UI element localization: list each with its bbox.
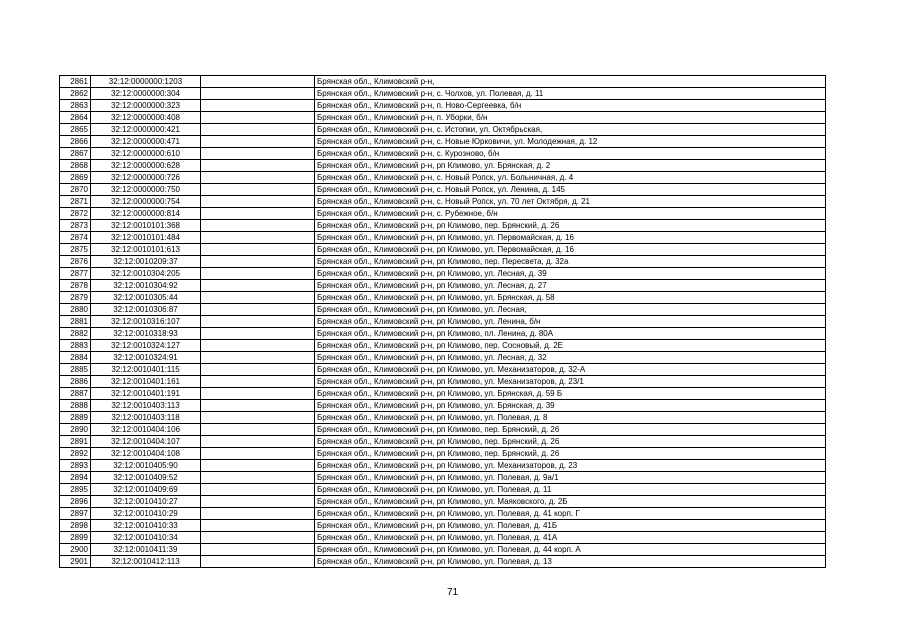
address-cell: Брянская обл., Климовский р-н, рп Климово, ул. Брянская, д. 39 xyxy=(315,400,826,412)
address-cell: Брянская обл., Климовский р-н, xyxy=(315,76,826,88)
table-row xyxy=(60,496,826,508)
empty-cell xyxy=(201,388,315,400)
table-row xyxy=(60,532,826,544)
row-number-cell: 2864 xyxy=(60,112,91,124)
cadastral-number-cell: 32:12:0010101:484 xyxy=(91,232,201,244)
table-row xyxy=(60,376,826,388)
table-row xyxy=(60,136,826,148)
page-number: 71 xyxy=(446,587,459,598)
cadastral-number-cell: 32:12:0000000:750 xyxy=(91,184,201,196)
row-number-cell: 2873 xyxy=(60,220,91,232)
address-cell: Брянская обл., Климовский р-н, рп Климово, ул. Полевая, д. 13 xyxy=(315,556,826,568)
address-cell: Брянская обл., Климовский р-н, рп Климово, ул. Брянская, д. 59 Б xyxy=(315,388,826,400)
address-cell: Брянская обл., Климовский р-н, рп Климово, ул. Полевая, д. 41Б xyxy=(315,520,826,532)
row-number-cell: 2866 xyxy=(60,136,91,148)
cadastral-number-cell: 32:12:0000000:304 xyxy=(91,88,201,100)
empty-cell xyxy=(201,256,315,268)
empty-cell xyxy=(201,364,315,376)
address-cell: Брянская обл., Климовский р-н, рп Климово, пер. Брянский, д. 26 xyxy=(315,424,826,436)
table-row xyxy=(60,484,826,496)
cadastral-number-cell: 32:12:0010304:205 xyxy=(91,268,201,280)
address-cell: Брянская обл., Климовский р-н, п. Ново-Сергеевка, б/н xyxy=(315,100,826,112)
row-number-cell: 2883 xyxy=(60,340,91,352)
row-number-cell: 2875 xyxy=(60,244,91,256)
cadastral-number-cell: 32:12:0010401:115 xyxy=(91,364,201,376)
table-row xyxy=(60,436,826,448)
address-cell: Брянская обл., Климовский р-н, рп Климово, ул. Первомайская, д. 16 xyxy=(315,244,826,256)
cadastral-number-cell: 32:12:0010209:37 xyxy=(91,256,201,268)
table-row xyxy=(60,508,826,520)
empty-cell xyxy=(201,292,315,304)
empty-cell xyxy=(201,376,315,388)
empty-cell xyxy=(201,160,315,172)
table-row xyxy=(60,400,826,412)
cadastral-number-cell: 32:12:0010401:191 xyxy=(91,388,201,400)
empty-cell xyxy=(201,472,315,484)
address-cell: Брянская обл., Климовский р-н, рп Климово, ул. Маяковского, д. 2Б xyxy=(315,496,826,508)
cadastral-number-cell: 32:12:0010404:107 xyxy=(91,436,201,448)
row-number-cell: 2891 xyxy=(60,436,91,448)
empty-cell xyxy=(201,328,315,340)
cadastral-number-cell: 32:12:0000000:471 xyxy=(91,136,201,148)
empty-cell xyxy=(201,484,315,496)
row-number-cell: 2880 xyxy=(60,304,91,316)
address-cell: Брянская обл., Климовский р-н, с. Курозново, б/н xyxy=(315,148,826,160)
row-number-cell: 2887 xyxy=(60,388,91,400)
address-cell: Брянская обл., Климовский р-н, с. Новый Ропск, ул. 70 лет Октября, д. 21 xyxy=(315,196,826,208)
row-number-cell: 2870 xyxy=(60,184,91,196)
table-row xyxy=(60,448,826,460)
cadastral-number-cell: 32:12:0010410:29 xyxy=(91,508,201,520)
row-number-cell: 2896 xyxy=(60,496,91,508)
empty-cell xyxy=(201,184,315,196)
table-row xyxy=(60,220,826,232)
table-row xyxy=(60,292,826,304)
empty-cell xyxy=(201,556,315,568)
address-cell: Брянская обл., Климовский р-н, рп Климово, ул. Брянская, д. 58 xyxy=(315,292,826,304)
row-number-cell: 2886 xyxy=(60,376,91,388)
empty-cell xyxy=(201,76,315,88)
address-cell: Брянская обл., Климовский р-н, с. Чолхов, ул. Полевая, д. 11 xyxy=(315,88,826,100)
address-cell: Брянская обл., Климовский р-н, рп Климово, ул. Полевая, д. 9а/1 xyxy=(315,472,826,484)
cadastral-number-cell: 32:12:0000000:323 xyxy=(91,100,201,112)
row-number-cell: 2863 xyxy=(60,100,91,112)
row-number-cell: 2872 xyxy=(60,208,91,220)
address-cell: Брянская обл., Климовский р-н, рп Климово, пер. Пересвета, д. 32а xyxy=(315,256,826,268)
table-row xyxy=(60,388,826,400)
table-row xyxy=(60,112,826,124)
table-row xyxy=(60,364,826,376)
table-row xyxy=(60,256,826,268)
address-cell: Брянская обл., Климовский р-н, с. Истопки, ул. Октябрьская, xyxy=(315,124,826,136)
row-number-cell: 2868 xyxy=(60,160,91,172)
row-number-cell: 2898 xyxy=(60,520,91,532)
address-cell: Брянская обл., Климовский р-н, рп Климово, ул. Механизаторов, д. 23/1 xyxy=(315,376,826,388)
address-cell: Брянская обл., Климовский р-н, п. Уборки, б/н xyxy=(315,112,826,124)
table-row xyxy=(60,412,826,424)
table-row xyxy=(60,76,826,88)
empty-cell xyxy=(201,496,315,508)
row-number-cell: 2888 xyxy=(60,400,91,412)
table-row xyxy=(60,352,826,364)
cadastral-number-cell: 32:12:0010404:108 xyxy=(91,448,201,460)
address-cell: Брянская обл., Климовский р-н, с. Рубежное, б/н xyxy=(315,208,826,220)
table-row xyxy=(60,100,826,112)
row-number-cell: 2899 xyxy=(60,532,91,544)
address-cell: Брянская обл., Климовский р-н, рп Климово, ул. Брянская, д. 2 xyxy=(315,160,826,172)
cadastral-number-cell: 32:12:0010403:118 xyxy=(91,412,201,424)
empty-cell xyxy=(201,112,315,124)
empty-cell xyxy=(201,220,315,232)
address-cell: Брянская обл., Климовский р-н, с. Новые Юрковичи, ул. Молодежная, д. 12 xyxy=(315,136,826,148)
row-number-cell: 2885 xyxy=(60,364,91,376)
row-number-cell: 2889 xyxy=(60,412,91,424)
cadastral-number-cell: 32:12:0010410:33 xyxy=(91,520,201,532)
empty-cell xyxy=(201,280,315,292)
empty-cell xyxy=(201,136,315,148)
address-cell: Брянская обл., Климовский р-н, рп Климово, ул. Лесная, xyxy=(315,304,826,316)
address-cell: Брянская обл., Климовский р-н, рп Климово, ул. Механизаторов, д. 32-А xyxy=(315,364,826,376)
cadastral-number-cell: 32:12:0010318:93 xyxy=(91,328,201,340)
row-number-cell: 2882 xyxy=(60,328,91,340)
empty-cell xyxy=(201,460,315,472)
empty-cell xyxy=(201,532,315,544)
cadastral-number-cell: 32:12:0010405:90 xyxy=(91,460,201,472)
address-cell: Брянская обл., Климовский р-н, рп Климово, ул. Первомайская, д. 16 xyxy=(315,232,826,244)
address-cell: Брянская обл., Климовский р-н, рп Климово, ул. Ленина, б/н xyxy=(315,316,826,328)
address-cell: Брянская обл., Климовский р-н, рп Климово, ул. Полевая, д. 41 корп. Г xyxy=(315,508,826,520)
table-row xyxy=(60,340,826,352)
table-row xyxy=(60,184,826,196)
empty-cell xyxy=(201,520,315,532)
table-row xyxy=(60,268,826,280)
table-row xyxy=(60,304,826,316)
empty-cell xyxy=(201,436,315,448)
row-number-cell: 2892 xyxy=(60,448,91,460)
row-number-cell: 2895 xyxy=(60,484,91,496)
empty-cell xyxy=(201,148,315,160)
row-number-cell: 2879 xyxy=(60,292,91,304)
cadastral-number-cell: 32:12:0010409:52 xyxy=(91,472,201,484)
row-number-cell: 2876 xyxy=(60,256,91,268)
cadastral-number-cell: 32:12:0010101:368 xyxy=(91,220,201,232)
table-row xyxy=(60,208,826,220)
table-row xyxy=(60,316,826,328)
address-cell: Брянская обл., Климовский р-н, рп Климово, ул. Лесная, д. 32 xyxy=(315,352,826,364)
row-number-cell: 2874 xyxy=(60,232,91,244)
address-cell: Брянская обл., Климовский р-н, рп Климово, ул. Полевая, д. 11 xyxy=(315,484,826,496)
address-cell: Брянская обл., Климовский р-н, рп Климово, ул. Полевая, д. 44 корп. А xyxy=(315,544,826,556)
address-cell: Брянская обл., Климовский р-н, с. Новый Ропск, ул. Ленина, д. 145 xyxy=(315,184,826,196)
table-row xyxy=(60,328,826,340)
cadastral-number-cell: 32:12:0010324:127 xyxy=(91,340,201,352)
cadastral-number-cell: 32:12:0010412:113 xyxy=(91,556,201,568)
address-cell: Брянская обл., Климовский р-н, рп Климово, ул. Полевая, д. 8 xyxy=(315,412,826,424)
row-number-cell: 2867 xyxy=(60,148,91,160)
empty-cell xyxy=(201,508,315,520)
table-row xyxy=(60,196,826,208)
row-number-cell: 2893 xyxy=(60,460,91,472)
row-number-cell: 2878 xyxy=(60,280,91,292)
empty-cell xyxy=(201,304,315,316)
table-row xyxy=(60,520,826,532)
row-number-cell: 2897 xyxy=(60,508,91,520)
row-number-cell: 2881 xyxy=(60,316,91,328)
table-row xyxy=(60,172,826,184)
table-row xyxy=(60,232,826,244)
row-number-cell: 2865 xyxy=(60,124,91,136)
cadastral-number-cell: 32:12:0000000:754 xyxy=(91,196,201,208)
row-number-cell: 2884 xyxy=(60,352,91,364)
empty-cell xyxy=(201,448,315,460)
address-cell: Брянская обл., Климовский р-н, рп Климово, пер. Брянский, д. 26 xyxy=(315,448,826,460)
empty-cell xyxy=(201,316,315,328)
empty-cell xyxy=(201,400,315,412)
row-number-cell: 2871 xyxy=(60,196,91,208)
cadastral-number-cell: 32:12:0000000:726 xyxy=(91,172,201,184)
row-number-cell: 2869 xyxy=(60,172,91,184)
table-row xyxy=(60,244,826,256)
empty-cell xyxy=(201,100,315,112)
cadastral-number-cell: 32:12:0010411:39 xyxy=(91,544,201,556)
row-number-cell: 2861 xyxy=(60,76,91,88)
table-row xyxy=(60,280,826,292)
table-row xyxy=(60,544,826,556)
empty-cell xyxy=(201,340,315,352)
row-number-cell: 2862 xyxy=(60,88,91,100)
empty-cell xyxy=(201,208,315,220)
address-cell: Брянская обл., Климовский р-н, с. Новый Ропск, ул. Больничная, д. 4 xyxy=(315,172,826,184)
cadastral-number-cell: 32:12:0010316:107 xyxy=(91,316,201,328)
table-row xyxy=(60,148,826,160)
cadastral-number-cell: 32:12:0010404:106 xyxy=(91,424,201,436)
cadastral-number-cell: 32:12:0000000:408 xyxy=(91,112,201,124)
cadastral-number-cell: 32:12:0000000:610 xyxy=(91,148,201,160)
empty-cell xyxy=(201,172,315,184)
cadastral-number-cell: 32:12:0000000:421 xyxy=(91,124,201,136)
empty-cell xyxy=(201,88,315,100)
empty-cell xyxy=(201,244,315,256)
empty-cell xyxy=(201,424,315,436)
table-row xyxy=(60,160,826,172)
empty-cell xyxy=(201,544,315,556)
empty-cell xyxy=(201,124,315,136)
row-number-cell: 2890 xyxy=(60,424,91,436)
cadastral-number-cell: 32:12:0010403:113 xyxy=(91,400,201,412)
empty-cell xyxy=(201,232,315,244)
cadastral-number-cell: 32:12:0010401:161 xyxy=(91,376,201,388)
table-row xyxy=(60,88,826,100)
table-row xyxy=(60,460,826,472)
cadastral-number-cell: 32:12:0010410:27 xyxy=(91,496,201,508)
cadastral-number-cell: 32:12:0010410:34 xyxy=(91,532,201,544)
cadastral-number-cell: 32:12:0010304:92 xyxy=(91,280,201,292)
address-cell: Брянская обл., Климовский р-н, рп Климово, ул. Лесная, д. 39 xyxy=(315,268,826,280)
cadastral-number-cell: 32:12:0010324:91 xyxy=(91,352,201,364)
address-cell: Брянская обл., Климовский р-н, рп Климово, пер. Сосновый, д. 2Е xyxy=(315,340,826,352)
empty-cell xyxy=(201,412,315,424)
cadastral-number-cell: 32:12:0000000:1203 xyxy=(91,76,201,88)
empty-cell xyxy=(201,196,315,208)
registry-table-body xyxy=(60,76,826,568)
cadastral-number-cell: 32:12:0010101:613 xyxy=(91,244,201,256)
table-row xyxy=(60,472,826,484)
address-cell: Брянская обл., Климовский р-н, рп Климово, ул. Механизаторов, д. 23 xyxy=(315,460,826,472)
empty-cell xyxy=(201,352,315,364)
row-number-cell: 2900 xyxy=(60,544,91,556)
address-cell: Брянская обл., Климовский р-н, рп Климово, ул. Полевая, д. 41А xyxy=(315,532,826,544)
row-number-cell: 2894 xyxy=(60,472,91,484)
empty-cell xyxy=(201,268,315,280)
address-cell: Брянская обл., Климовский р-н, рп Климово, пер. Брянский, д. 26 xyxy=(315,436,826,448)
table-row xyxy=(60,124,826,136)
table-row xyxy=(60,556,826,568)
address-cell: Брянская обл., Климовский р-н, рп Климово, пл. Ленина, д. 80А xyxy=(315,328,826,340)
cadastral-number-cell: 32:12:0010409:69 xyxy=(91,484,201,496)
row-number-cell: 2901 xyxy=(60,556,91,568)
address-cell: Брянская обл., Климовский р-н, рп Климово, пер. Брянский, д. 26 xyxy=(315,220,826,232)
address-cell: Брянская обл., Климовский р-н, рп Климово, ул. Лесная, д. 27 xyxy=(315,280,826,292)
cadastral-number-cell: 32:12:0010305:44 xyxy=(91,292,201,304)
table-row xyxy=(60,424,826,436)
registry-table xyxy=(59,75,826,568)
cadastral-number-cell: 32:12:0010306:87 xyxy=(91,304,201,316)
row-number-cell: 2877 xyxy=(60,268,91,280)
cadastral-number-cell: 32:12:0000000:628 xyxy=(91,160,201,172)
cadastral-number-cell: 32:12:0000000:814 xyxy=(91,208,201,220)
